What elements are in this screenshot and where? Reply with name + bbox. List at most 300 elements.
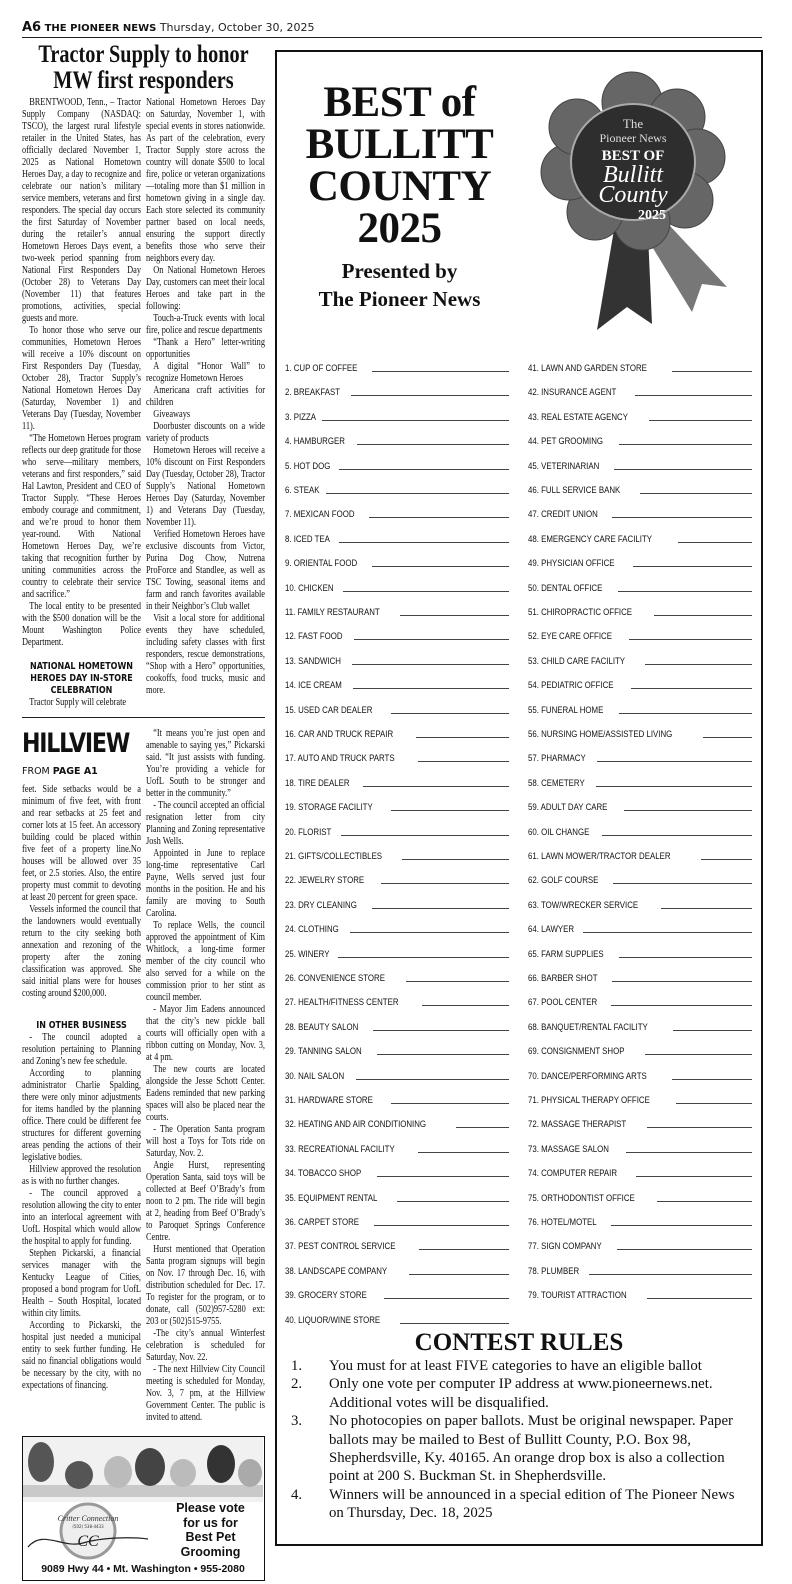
ballot-entry bbox=[285, 677, 509, 691]
ballot-title bbox=[277, 79, 522, 252]
write-in-line bbox=[354, 639, 509, 640]
tractor-article-body bbox=[22, 97, 265, 709]
ballot-entry bbox=[528, 555, 752, 569]
write-in-line bbox=[645, 664, 752, 665]
category-label: 12. FAST FOOD bbox=[285, 631, 343, 643]
category-label: 47. CREDIT UNION bbox=[528, 509, 598, 521]
paragraph: Americana craft activities for children bbox=[146, 385, 265, 408]
write-in-line bbox=[703, 737, 752, 738]
ballot-entry bbox=[285, 994, 509, 1008]
paragraph: Verified Hometown Heroes have exclusive discounts from Victor, Purina Dog Chow, Nutrena ProForce and Standlee, as well as TSC Towing, seasonal items and farm and ranch favorites available in their Neighbor’s Club wallet bbox=[146, 529, 265, 612]
hillview-column-1 bbox=[22, 728, 141, 1424]
paragraph-group bbox=[22, 784, 141, 1000]
category-label: 60. OIL CHANGE bbox=[528, 826, 590, 838]
tractor-column-1 bbox=[22, 97, 141, 709]
category-label: 76. HOTEL/MOTEL bbox=[528, 1217, 597, 1228]
category-label: 59. ADULT DAY CARE bbox=[528, 802, 608, 814]
ballot-entry bbox=[285, 872, 509, 886]
title-line: BULLITT bbox=[305, 121, 494, 168]
ballot-entry bbox=[285, 921, 509, 935]
write-in-line bbox=[356, 1079, 509, 1080]
title-line: BEST of bbox=[323, 79, 476, 126]
jump-from: FROM bbox=[22, 766, 50, 777]
ballot-entry bbox=[528, 970, 752, 984]
write-in-line bbox=[619, 444, 752, 445]
paper-name: THE PIONEER NEWS bbox=[44, 23, 157, 34]
ballot-entry bbox=[528, 1116, 752, 1130]
write-in-line bbox=[400, 615, 509, 616]
jump-line bbox=[22, 766, 141, 778]
ballot-entry bbox=[528, 1092, 752, 1106]
write-in-line bbox=[350, 932, 509, 933]
category-label: 65. FARM SUPPLIES bbox=[528, 948, 604, 960]
write-in-line bbox=[611, 1005, 752, 1006]
category-label: 21. GIFTS/COLLECTIBLES bbox=[285, 851, 383, 862]
ballot-entry bbox=[528, 360, 752, 374]
title-line: 2025 bbox=[357, 205, 442, 252]
ballot-entry bbox=[528, 1019, 752, 1033]
ballot-entry bbox=[528, 458, 752, 472]
write-in-line bbox=[351, 395, 509, 396]
ballot-entry bbox=[528, 1263, 752, 1277]
ballot-entry bbox=[528, 482, 752, 496]
write-in-line bbox=[326, 493, 509, 494]
category-label: 28. BEAUTY SALON bbox=[285, 1021, 359, 1033]
paragraph: To honor those who serve our communities, Hometown Heroes will receive a 10% discount on First Responders Day (Tuesday, October 28), Tractor Supply’s National Hometown Heroes Day (Saturday, November 1) and Veterans Day (Tuesday, November 11). bbox=[22, 325, 142, 432]
write-in-line bbox=[583, 932, 752, 933]
ballot-entry bbox=[285, 750, 509, 764]
category-label: 44. PET GROOMING bbox=[528, 436, 604, 448]
category-label: 78. PLUMBER bbox=[528, 1265, 580, 1277]
write-in-line bbox=[661, 908, 752, 909]
issue-date: Thursday, October 30, 2025 bbox=[159, 21, 315, 34]
write-in-line bbox=[624, 810, 752, 811]
page-folio bbox=[22, 20, 762, 38]
rules-title: CONTEST RULES bbox=[414, 1329, 624, 1356]
write-in-line bbox=[363, 786, 509, 787]
rule-number: 2. bbox=[291, 1376, 303, 1393]
category-label: 8. ICED TEA bbox=[285, 533, 330, 545]
ballot-entry bbox=[528, 994, 752, 1008]
category-label: 56. NURSING HOME/ASSISTED LIVING bbox=[528, 729, 673, 740]
ballot-entry bbox=[528, 1165, 752, 1179]
rule-item bbox=[291, 1486, 751, 1523]
ballot-entry bbox=[528, 1214, 752, 1228]
ballot-entry bbox=[285, 360, 509, 374]
paragraph: Vessels informed the council that the landowners would eventually return to the city seeking both annexation and rezoning of the property after the zoning classification was approved. She said initial plans were for houses costing around $200,000. bbox=[22, 904, 142, 999]
category-label: 31. HARDWARE STORE bbox=[285, 1095, 373, 1106]
rules-list bbox=[291, 1357, 751, 1523]
ballot-entry bbox=[285, 1092, 509, 1106]
paragraph: “Thank a Hero” letter-writing opportunities bbox=[146, 337, 265, 360]
write-in-line bbox=[612, 981, 752, 982]
write-in-line bbox=[640, 493, 752, 494]
rule-number: 4. bbox=[291, 1486, 303, 1503]
category-label: 23. DRY CLEANING bbox=[285, 899, 357, 911]
paragraph: - The council adopted a resolution pertaining to Planning and Zoning’s new fee schedule. bbox=[22, 1032, 142, 1067]
rule-number: 1. bbox=[291, 1358, 303, 1374]
ballot-entry bbox=[285, 506, 509, 520]
category-label: 75. ORTHODONTIST OFFICE bbox=[528, 1192, 635, 1204]
paragraph: Hillview approved the resolution as is with no further changes. bbox=[22, 1164, 142, 1187]
article-headline: Tractor Supply to honor MW first responders bbox=[38, 41, 249, 94]
paragraph: feet. Side setbacks would be a minimum of five feet, with front and rear setbacks at 25 feet and corner lots at 15 feet. An accessory building could be placed within five feet of a property line.No houses will be allowed over 35 feet, or 2.5 stories. Also, the entire property must commit to devoting at least 20 percent for green space. bbox=[22, 784, 141, 903]
category-label: 20. FLORIST bbox=[285, 826, 332, 838]
ballot-entry bbox=[285, 799, 509, 813]
write-in-line bbox=[701, 859, 752, 860]
category-label: 17. AUTO AND TRUCK PARTS bbox=[285, 753, 395, 765]
ballot-entry bbox=[285, 433, 509, 447]
write-in-line bbox=[629, 639, 752, 640]
ballot-entry bbox=[528, 702, 752, 716]
ballot-entry bbox=[285, 409, 509, 423]
category-label: 25. WINERY bbox=[285, 948, 330, 960]
ad-message bbox=[158, 1501, 263, 1559]
category-label: 9. ORIENTAL FOOD bbox=[285, 558, 358, 570]
ballot-entry bbox=[528, 506, 752, 520]
badge-text: Pioneer News bbox=[599, 131, 667, 145]
category-label: 18. TIRE DEALER bbox=[285, 777, 350, 789]
write-in-line bbox=[372, 908, 509, 909]
write-in-line bbox=[391, 1103, 509, 1104]
section-heading: HILLVIEW bbox=[22, 728, 130, 759]
write-in-line bbox=[672, 371, 752, 372]
paragraph: According to planning administrator Charlie Spalding, there were only minor adjustments for items handled by the planning office. There could be different fee structures for different governing areas pending the actions of their legislative bodies. bbox=[22, 1068, 142, 1163]
category-label: 46. FULL SERVICE BANK bbox=[528, 485, 621, 496]
ballot-entry bbox=[528, 628, 752, 642]
write-in-line bbox=[422, 1005, 509, 1006]
ballot-entry bbox=[528, 409, 752, 423]
category-label: 19. STORAGE FACILITY bbox=[285, 802, 373, 814]
write-in-line bbox=[673, 1030, 752, 1031]
ballot-entry bbox=[285, 1190, 509, 1204]
category-label: 69. CONSIGNMENT SHOP bbox=[528, 1046, 625, 1058]
paragraph: - The council accepted an official resignation letter from city Planning and Zoning representative Josh Wells. bbox=[146, 800, 265, 847]
category-label: 64. LAWYER bbox=[528, 924, 575, 936]
category-label: 45. VETERINARIAN bbox=[528, 460, 600, 472]
ballot-entry bbox=[528, 824, 752, 838]
category-label: 1. CUP OF COFFEE bbox=[285, 363, 358, 374]
rule-text: No photocopies on paper ballots. Must be original newspaper. Paper ballots may be mailed to Best of Bullitt County, P.O. Box 98, Shepherdsville, Ky. 40165. An orange drop box is also a collection point at 200 S. Buckman St. in Shepherdsville. bbox=[329, 1413, 733, 1485]
ballot-entry bbox=[285, 848, 509, 862]
paragraph: On National Hometown Heroes Day, customers can meet their local Heroes and take part in the following: bbox=[146, 265, 265, 312]
category-label: 16. CAR AND TRUCK REPAIR bbox=[285, 729, 394, 740]
paragraph: Angie Hurst, representing Operation Santa, said toys will be collected at Beef O’Brady’s from noon to 2 pm. The ride will begin at 2, heading from Beef O’Brady’s to Paroquet Springs Conference Centre. bbox=[146, 1160, 265, 1243]
presented-line: Presented by bbox=[341, 259, 458, 283]
category-label: 26. CONVENIENCE STORE bbox=[285, 973, 385, 984]
ballot-entry bbox=[285, 1287, 509, 1301]
ballot-entry bbox=[285, 555, 509, 569]
category-label: 62. GOLF COURSE bbox=[528, 875, 599, 887]
write-in-line bbox=[418, 1152, 509, 1153]
category-label: 11. FAMILY RESTAURANT bbox=[285, 607, 380, 618]
category-label: 33. RECREATIONAL FACILITY bbox=[285, 1143, 395, 1155]
headline-wrapper bbox=[22, 42, 265, 94]
paragraph: - The next Hillview City Council meeting is scheduled for Monday, Nov. 3, 7 pm, at the Hillview Government Center. The public is invited to attend. bbox=[146, 1364, 265, 1423]
rule-text: Winners will be announced in a special edition of The Pioneer News on Thursday, Dec. 18, 2025 bbox=[329, 1486, 735, 1522]
ballot-entry bbox=[285, 384, 509, 398]
category-label: 6. STEAK bbox=[285, 485, 320, 496]
category-label: 51. CHIROPRACTIC OFFICE bbox=[528, 607, 633, 618]
write-in-line bbox=[613, 883, 752, 884]
write-in-line bbox=[384, 1298, 509, 1299]
write-in-line bbox=[631, 688, 752, 689]
ribbon-badge-logo bbox=[527, 62, 737, 332]
write-in-line bbox=[418, 761, 509, 762]
write-in-line bbox=[657, 1201, 752, 1202]
ballot-entry bbox=[285, 1043, 509, 1057]
category-label: 27. HEALTH/FITNESS CENTER bbox=[285, 997, 399, 1009]
ballot-entry bbox=[285, 946, 509, 960]
ballot-entry bbox=[285, 1068, 509, 1082]
category-label: 2. BREAKFAST bbox=[285, 387, 341, 399]
ballot-entry bbox=[528, 677, 752, 691]
write-in-line bbox=[377, 1176, 509, 1177]
badge-text: Bullitt bbox=[603, 162, 663, 188]
write-in-line bbox=[391, 713, 509, 714]
ballot-entry bbox=[285, 1116, 509, 1130]
hillview-article-body bbox=[22, 728, 265, 1424]
category-label: 32. HEATING AND AIR CONDITIONING bbox=[285, 1119, 427, 1131]
ad-message-line: Best Pet bbox=[185, 1530, 236, 1544]
paragraph: Appointed in June to replace long-time representative Carl Payne, Wells served just four months in the position. He and his family are moving to South Carolina. bbox=[146, 848, 265, 919]
svg-text:(502) 538-4433: (502) 538-4433 bbox=[72, 1524, 104, 1529]
hillview-column-2 bbox=[146, 728, 265, 1424]
paragraph-group bbox=[146, 728, 265, 1424]
write-in-line bbox=[676, 1103, 752, 1104]
category-label: 57. PHARMACY bbox=[528, 753, 586, 765]
paragraph: - The Operation Santa program will host a Toys for Tots ride on Saturday, Nov. 2. bbox=[146, 1124, 265, 1159]
write-in-line bbox=[612, 517, 752, 518]
write-in-line bbox=[626, 1152, 752, 1153]
ballot-entry bbox=[528, 1190, 752, 1204]
write-in-line bbox=[357, 444, 509, 445]
ballot-entry bbox=[528, 921, 752, 935]
category-label: 15. USED CAR DEALER bbox=[285, 704, 373, 716]
ballot-entry bbox=[285, 897, 509, 911]
ad-message-line: Please vote bbox=[176, 1501, 245, 1515]
write-in-line bbox=[636, 1176, 752, 1177]
ballot-entry bbox=[528, 653, 752, 667]
category-label: 30. NAIL SALON bbox=[285, 1070, 345, 1082]
paragraph: Giveaways bbox=[153, 409, 191, 420]
ad-logo-text: Critter Connection bbox=[57, 1514, 119, 1523]
write-in-line bbox=[633, 566, 752, 567]
category-label: 54. PEDIATRIC OFFICE bbox=[528, 680, 614, 692]
badge-text: The bbox=[622, 116, 644, 131]
write-in-line bbox=[397, 1201, 509, 1202]
category-label: 48. EMERGENCY CARE FACILITY bbox=[528, 533, 653, 545]
category-label: 40. LIQUOR/WINE STORE bbox=[285, 1314, 381, 1326]
paragraph-group bbox=[146, 97, 265, 697]
ballot-entry bbox=[285, 702, 509, 716]
write-in-line bbox=[409, 1274, 509, 1275]
write-in-line bbox=[635, 395, 752, 396]
category-label: 71. PHYSICAL THERAPY OFFICE bbox=[528, 1095, 650, 1106]
paragraph: - Mayor Jim Eadens announced that the city’s new pickle ball courts will officially open with a ribbon cutting on Monday, Nov. 3, at 4 pm. bbox=[146, 1004, 265, 1063]
ballot-entry bbox=[528, 433, 752, 447]
write-in-line bbox=[391, 810, 509, 811]
paragraph: - The council approved a resolution allowing the city to enter into an interlocal agreement with UofL Hospital which would allow the hospital to apply for funding. bbox=[22, 1188, 142, 1247]
ballot-entry bbox=[285, 775, 509, 789]
category-label: 24. CLOTHING bbox=[285, 924, 339, 936]
ballot-entry bbox=[528, 872, 752, 886]
category-label: 5. HOT DOG bbox=[285, 460, 331, 472]
category-label: 38. LANDSCAPE COMPANY bbox=[285, 1265, 388, 1277]
paragraph: According to Pickarski, the hospital just needed a municipal entity to seek further funding. He said no financial obligations would be necessary by the city, with no expectations of financing. bbox=[22, 1320, 142, 1391]
ballot-entry bbox=[285, 824, 509, 838]
ballot-entry bbox=[528, 775, 752, 789]
write-in-line bbox=[339, 469, 509, 470]
write-in-line bbox=[374, 1225, 509, 1226]
paragraph: Stephen Pickarski, a financial services manager with the Kentucky League of Cities, proposed a bond program for UofL Health – South Hospital, located within city limits. bbox=[22, 1248, 142, 1319]
ballot-entry bbox=[285, 653, 509, 667]
ballot-entry bbox=[285, 726, 509, 740]
write-in-line bbox=[406, 981, 509, 982]
ad-message-line: Grooming bbox=[180, 1544, 241, 1559]
category-label: 73. MASSAGE SALON bbox=[528, 1143, 609, 1155]
category-label: 14. ICE CREAM bbox=[285, 680, 342, 692]
ballot-entry bbox=[285, 458, 509, 472]
tractor-column-2 bbox=[146, 97, 265, 709]
category-label: 74. COMPUTER REPAIR bbox=[528, 1168, 618, 1180]
paragraph: National Hometown Heroes Day on Saturday, November 1, with special events in stores nationwide. As part of the celebration, every Tractor Supply store across the country will donate $500 to local fire, police or veteran organizations—totaling more than $1 million in hometown giving in a single day. Each store selected its community partner based on local needs, ensuring the support directly benefits those who serve their neighbors every day. bbox=[146, 97, 265, 264]
ballot-entry bbox=[285, 628, 509, 642]
category-label: 66. BARBER SHOT bbox=[528, 973, 598, 984]
write-in-line bbox=[373, 1030, 509, 1031]
paragraph: The local entity to be presented with the $500 donation will be the Mount Washington Police Department. bbox=[22, 601, 142, 648]
write-in-line bbox=[645, 1054, 752, 1055]
category-label: 39. GROCERY STORE bbox=[285, 1290, 367, 1302]
ballot-entry bbox=[285, 1263, 509, 1277]
write-in-line bbox=[597, 761, 752, 762]
ad-address: 9089 Hwy 44 • Mt. Washington • 955-2080 bbox=[41, 1563, 245, 1575]
category-label: 49. PHYSICIAN OFFICE bbox=[528, 558, 615, 570]
category-label: 52. EYE CARE OFFICE bbox=[528, 631, 612, 643]
ballot-entry bbox=[528, 1068, 752, 1082]
category-label: 35. EQUIPMENT RENTAL bbox=[285, 1192, 378, 1204]
category-label: 58. CEMETERY bbox=[528, 777, 585, 789]
write-in-line bbox=[416, 737, 509, 738]
category-label: 43. REAL ESTATE AGENCY bbox=[528, 411, 628, 423]
rule-item bbox=[291, 1412, 751, 1486]
ad-message-line: for us for bbox=[183, 1515, 238, 1530]
category-label: 70. DANCE/PERFORMING ARTS bbox=[528, 1070, 647, 1082]
write-in-line bbox=[353, 688, 509, 689]
category-label: 63. TOW/WRECKER SERVICE bbox=[528, 899, 639, 911]
ballot-entry bbox=[528, 580, 752, 594]
category-label: 72. MASSAGE THERAPIST bbox=[528, 1119, 627, 1131]
category-label: 36. CARPET STORE bbox=[285, 1217, 360, 1228]
write-in-line bbox=[596, 786, 752, 787]
write-in-line bbox=[372, 566, 509, 567]
title-line: COUNTY bbox=[307, 163, 492, 210]
category-label: 79. TOURIST ATTRACTION bbox=[528, 1290, 627, 1302]
presented-line: The Pioneer News bbox=[318, 287, 481, 311]
write-in-line bbox=[338, 957, 509, 958]
ballot-entry bbox=[528, 726, 752, 740]
ballot-entry bbox=[285, 970, 509, 984]
svg-text:CC: CC bbox=[77, 1533, 99, 1550]
write-in-line bbox=[456, 1127, 509, 1128]
ballot-entry bbox=[528, 1287, 752, 1301]
ballot-entry bbox=[528, 799, 752, 813]
category-label: 34. TOBACCO SHOP bbox=[285, 1168, 362, 1180]
ballot-entry bbox=[285, 1312, 509, 1326]
write-in-line bbox=[672, 1079, 752, 1080]
write-in-line bbox=[341, 835, 509, 836]
badge-text: 2025 bbox=[638, 208, 666, 223]
write-in-line bbox=[402, 859, 509, 860]
badge-text: BEST OF bbox=[601, 148, 665, 164]
paragraph: Hometown Heroes will receive a 10% discount on First Responders Day (Tuesday, October 28), Tractor Supply’s National Hometown Heroes Day (Saturday, November 1) and Veterans Day (Tuesday, November 11). bbox=[146, 445, 265, 528]
presented-by bbox=[277, 257, 522, 313]
paragraph: “The Hometown Heroes program reflects our deep gratitude for those who serve—military members, veterans and first responders,” said Hal Lawton, President and CEO of Tractor Supply. “These Heroes embody courage and commitment, and we’re proud to honor them year-round. With National Hometown Heroes Day, we’re taking that recognition further by uniting communities across the country to celebrate their service and sacrifice.” bbox=[22, 433, 142, 600]
write-in-line bbox=[649, 420, 752, 421]
write-in-line bbox=[602, 835, 752, 836]
ballot-entry bbox=[285, 1141, 509, 1155]
category-label: 55. FUNERAL HOME bbox=[528, 704, 604, 716]
paragraph-group bbox=[22, 1032, 141, 1392]
write-in-line bbox=[678, 542, 752, 543]
ballot-entry bbox=[528, 604, 752, 618]
write-in-line bbox=[352, 664, 509, 665]
write-in-line bbox=[647, 1298, 752, 1299]
ballot-entry bbox=[285, 580, 509, 594]
paragraph: Tractor Supply will celebrate bbox=[29, 697, 127, 708]
ballot-entry bbox=[285, 1019, 509, 1033]
category-label: 4. HAMBURGER bbox=[285, 436, 345, 448]
category-label: 61. LAWN MOWER/TRACTOR DEALER bbox=[528, 851, 671, 862]
divider bbox=[22, 717, 265, 718]
category-label: 29. TANNING SALON bbox=[285, 1046, 362, 1058]
ballot-entry bbox=[285, 482, 509, 496]
write-in-line bbox=[381, 883, 509, 884]
paragraph: To replace Wells, the council approved the appointment of Kim Whitlock, a long-time former member of the city council who also served for a while on the commission prior to her stint as council member. bbox=[146, 920, 265, 1003]
article-subhead: IN OTHER BUSINESS bbox=[36, 1020, 127, 1031]
paragraph: Hurst mentioned that Operation Santa program signups will begin on Nov. 17 through Dec. 16, with distribution scheduled for Dec. 17. To register for the program, or to donate, call (502)957-5280 ext: 203 or (502)515-9755. bbox=[146, 1244, 265, 1327]
category-label: 10. CHICKEN bbox=[285, 582, 334, 594]
write-in-line bbox=[618, 591, 752, 592]
write-in-line bbox=[343, 591, 509, 592]
write-in-line bbox=[339, 542, 509, 543]
category-label: 53. CHILD CARE FACILITY bbox=[528, 655, 626, 667]
write-in-line bbox=[377, 1054, 509, 1055]
write-in-line bbox=[619, 713, 752, 714]
ballot-entry bbox=[285, 1165, 509, 1179]
ballot-entry bbox=[528, 384, 752, 398]
rule-number: 3. bbox=[291, 1413, 303, 1430]
ballot-entry bbox=[528, 946, 752, 960]
write-in-line bbox=[589, 1274, 752, 1275]
ballot-entry bbox=[528, 750, 752, 764]
category-label: 7. MEXICAN FOOD bbox=[285, 509, 355, 521]
ballot-entry bbox=[285, 604, 509, 618]
ballot-entry bbox=[528, 848, 752, 862]
category-label: 42. INSURANCE AGENT bbox=[528, 387, 617, 399]
paragraph: -The city’s annual Winterfest celebration is scheduled for Saturday, Nov. 22. bbox=[146, 1328, 265, 1363]
category-label: 67. POOL CENTER bbox=[528, 997, 598, 1009]
write-in-line bbox=[619, 957, 752, 958]
ballot-entry bbox=[528, 1238, 752, 1252]
category-label: 41. LAWN AND GARDEN STORE bbox=[528, 363, 647, 374]
ballot-entry bbox=[528, 531, 752, 545]
page-number: A6 bbox=[22, 20, 42, 35]
rule-item bbox=[291, 1375, 751, 1412]
paragraph: A digital “Honor Wall” to recognize Hometown Heroes bbox=[146, 361, 265, 384]
rule-item bbox=[291, 1357, 751, 1375]
category-label: 50. DENTAL OFFICE bbox=[528, 582, 603, 594]
